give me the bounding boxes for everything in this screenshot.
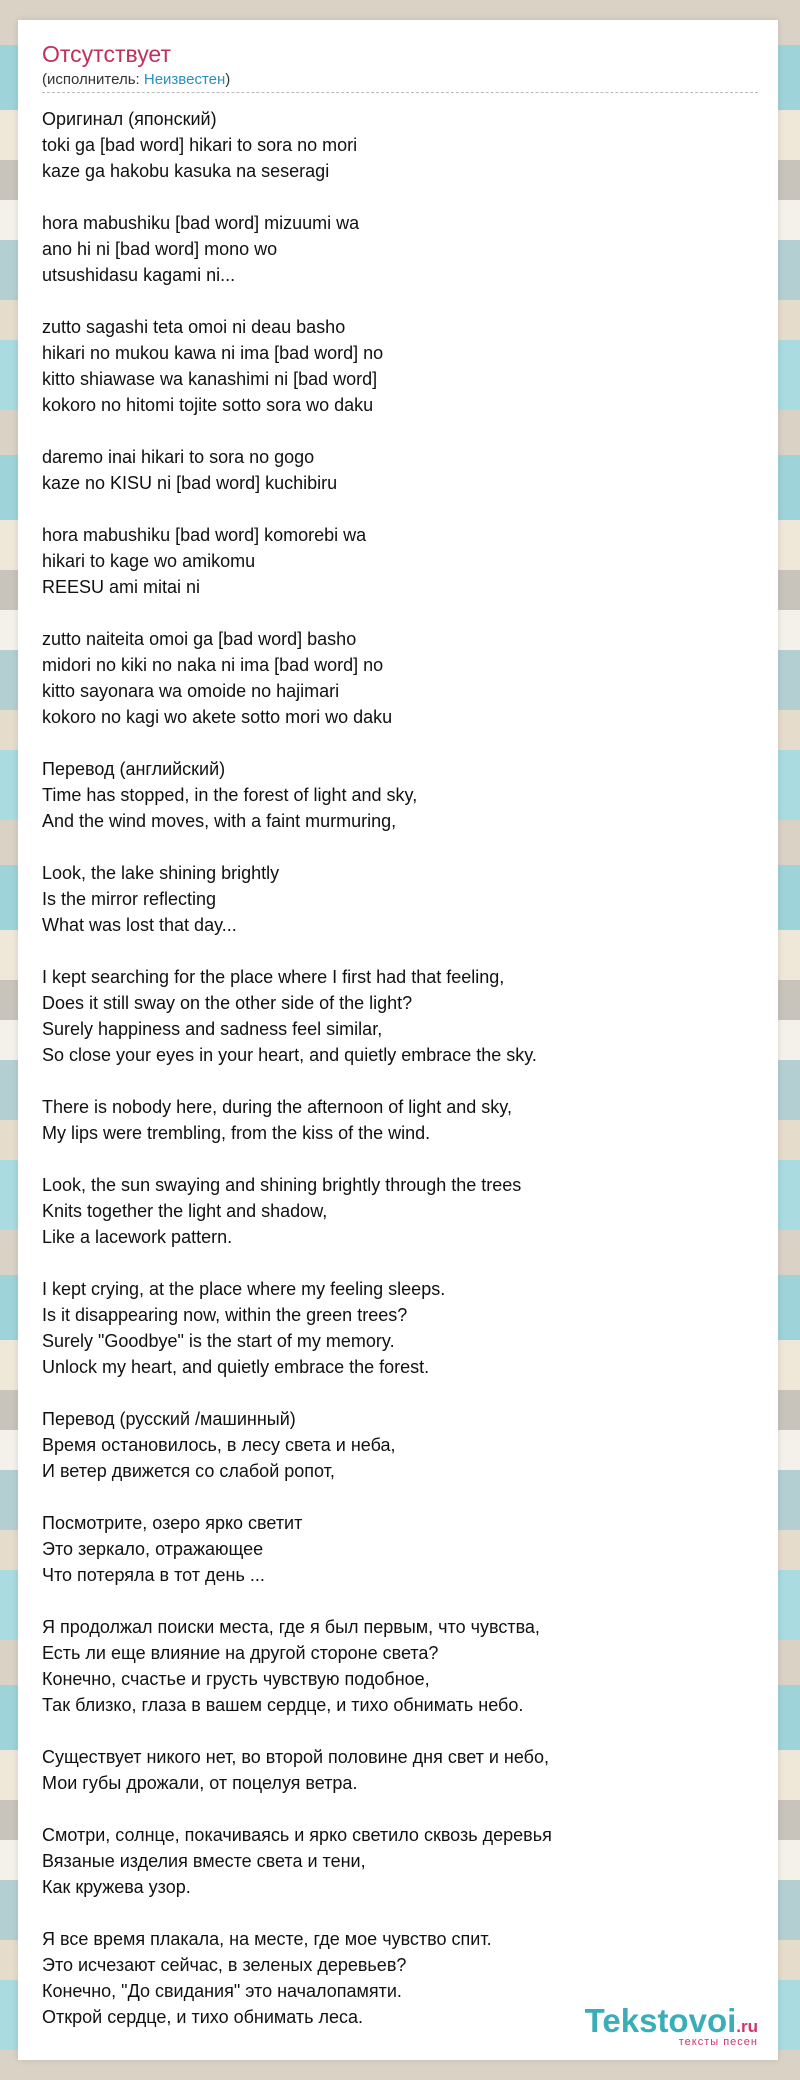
stanza-gap [42,1588,758,1614]
lyric-line: ano hi ni [bad word] mono wo [42,239,278,259]
lyric-line: kokoro no kagi wo akete sotto mori wo daku [42,707,393,727]
lyric-line: Surely "Goodbye" is the start of my memory. [42,1331,395,1351]
stanza-gap [42,1250,758,1276]
lyric-line: zutto sagashi teta omoi ni deau basho [42,317,346,337]
lyric-line: There is nobody here, during the afternoon of light and sky, [42,1097,512,1117]
lyric-line: Как кружева узор. [42,1877,191,1897]
lyric-line: hikari to kage wo amikomu [42,551,256,571]
lyric-line: Like a lacework pattern. [42,1227,233,1247]
lyric-line: toki ga [bad word] hikari to sora no mori [42,135,358,155]
stanza-gap [42,600,758,626]
lyric-line: Does it still sway on the other side of the light? [42,993,413,1013]
lyric-line: My lips were trembling, from the kiss of the wind. [42,1123,431,1143]
lyric-line: Время остановилось, в лесу света и неба, [42,1435,396,1455]
stanza-gap [42,184,758,210]
lyric-line: Что потеряла в тот день ... [42,1565,265,1585]
lyric-line: kaze no KISU ni [bad word] kuchibiru [42,473,338,493]
logo-tagline: тексты песен [678,2036,758,2048]
stanza-gap [42,1796,758,1822]
lyric-line: kitto shiawase wa kanashimi ni [bad word] [42,369,378,389]
lyric-line: kitto sayonara wa omoide no hajimari [42,681,340,701]
lyric-line: And the wind moves, with a faint murmuring, [42,811,397,831]
lyric-line: hora mabushiku [bad word] komorebi wa [42,525,367,545]
stanza-gap [42,834,758,860]
lyric-line: Knits together the light and shadow, [42,1201,328,1221]
lyric-line: Существует никого нет, во второй половине дня свет и небо, [42,1747,550,1767]
lyric-line: Открой сердце, и тихо обнимать леса. [42,2007,364,2027]
artist-link[interactable]: Неизвестен [143,71,226,88]
lyric-line: What was lost that day... [42,915,237,935]
lyric-line: Конечно, "До свидания" это началопамяти. [42,1981,402,2001]
lyric-line: I kept searching for the place where I first had that feeling, [42,967,505,987]
section-heading: Оригинал (японский) [42,109,217,129]
artist-line [42,71,230,88]
lyric-line: Это исчезают сейчас, в зеленых деревьев? [42,1955,407,1975]
lyric-line: Конечно, счастье и грусть чувствую подобное, [42,1669,430,1689]
lyric-line: Time has stopped, in the forest of light and sky, [42,785,418,805]
lyric-line: Вязаные изделия вместе света и тени, [42,1851,366,1871]
song-title: Отсутствует [42,41,171,67]
lyric-line: So close your eyes in your heart, and quietly embrace the sky. [42,1045,537,1065]
lyric-line: daremo inai hikari to sora no gogo [42,447,315,467]
logo-name: Tekstovoi [584,2002,737,2039]
lyric-line: zutto naiteita omoi ga [bad word] basho [42,629,357,649]
lyric-line: Есть ли еще влияние на другой стороне света? [42,1643,439,1663]
stanza-gap [42,418,758,444]
lyric-line: Look, the lake shining brightly [42,863,280,883]
lyric-line: hora mabushiku [bad word] mizuumi wa [42,213,360,233]
logo-tld: .ru [736,2017,758,2036]
lyric-line: utsushidasu kagami ni... [42,265,236,285]
stanza-gap [42,1900,758,1926]
lyric-line: Мои губы дрожали, от поцелуя ветра. [42,1773,358,1793]
lyric-line: Смотри, солнце, покачиваясь и ярко светило сквозь деревья [42,1825,552,1845]
lyrics-body [42,106,758,2030]
lyric-line: Я все время плакала, на месте, где мое чувство спит. [42,1929,492,1949]
section-heading: Перевод (английский) [42,759,226,779]
artist-suffix: ) [225,71,231,88]
stanza-gap [42,288,758,314]
lyric-line: Look, the sun swaying and shining brightly through the trees [42,1175,522,1195]
lyric-line: Unlock my heart, and quietly embrace the forest. [42,1357,430,1377]
lyric-line: Так близко, глаза в вашем сердце, и тихо обнимать небо. [42,1695,524,1715]
lyric-line: midori no kiki no naka ni ima [bad word] no [42,655,384,675]
section-gap [42,1380,758,1406]
lyric-line: И ветер движется со слабой ропот, [42,1461,335,1481]
stanza-gap [42,938,758,964]
lyric-line: Это зеркало, отражающее [42,1539,264,1559]
stanza-gap [42,1146,758,1172]
lyrics-card [18,20,778,2060]
lyric-line: kaze ga hakobu kasuka na seseragi [42,161,330,181]
lyric-line: Surely happiness and sadness feel similar, [42,1019,383,1039]
lyric-line: Is it disappearing now, within the green trees? [42,1305,408,1325]
stanza-gap [42,1068,758,1094]
lyric-line: hikari no mukou kawa ni ima [bad word] no [42,343,384,363]
stanza-gap [42,1718,758,1744]
lyric-line: REESU ami mitai ni [42,577,201,597]
artist-prefix: (исполнитель: [42,71,144,88]
lyric-line: Посмотрите, озеро ярко светит [42,1513,303,1533]
site-logo[interactable] [585,2002,758,2048]
stanza-gap [42,1484,758,1510]
section-heading: Перевод (русский /машинный) [42,1409,296,1429]
lyric-line: kokoro no hitomi tojite sotto sora wo daku [42,395,374,415]
lyric-line: Is the mirror reflecting [42,889,217,909]
section-gap [42,730,758,756]
lyric-line: Я продолжал поиски места, где я был первым, что чувства, [42,1617,540,1637]
divider [42,92,758,93]
lyric-line: I kept crying, at the place where my feeling sleeps. [42,1279,446,1299]
stanza-gap [42,496,758,522]
